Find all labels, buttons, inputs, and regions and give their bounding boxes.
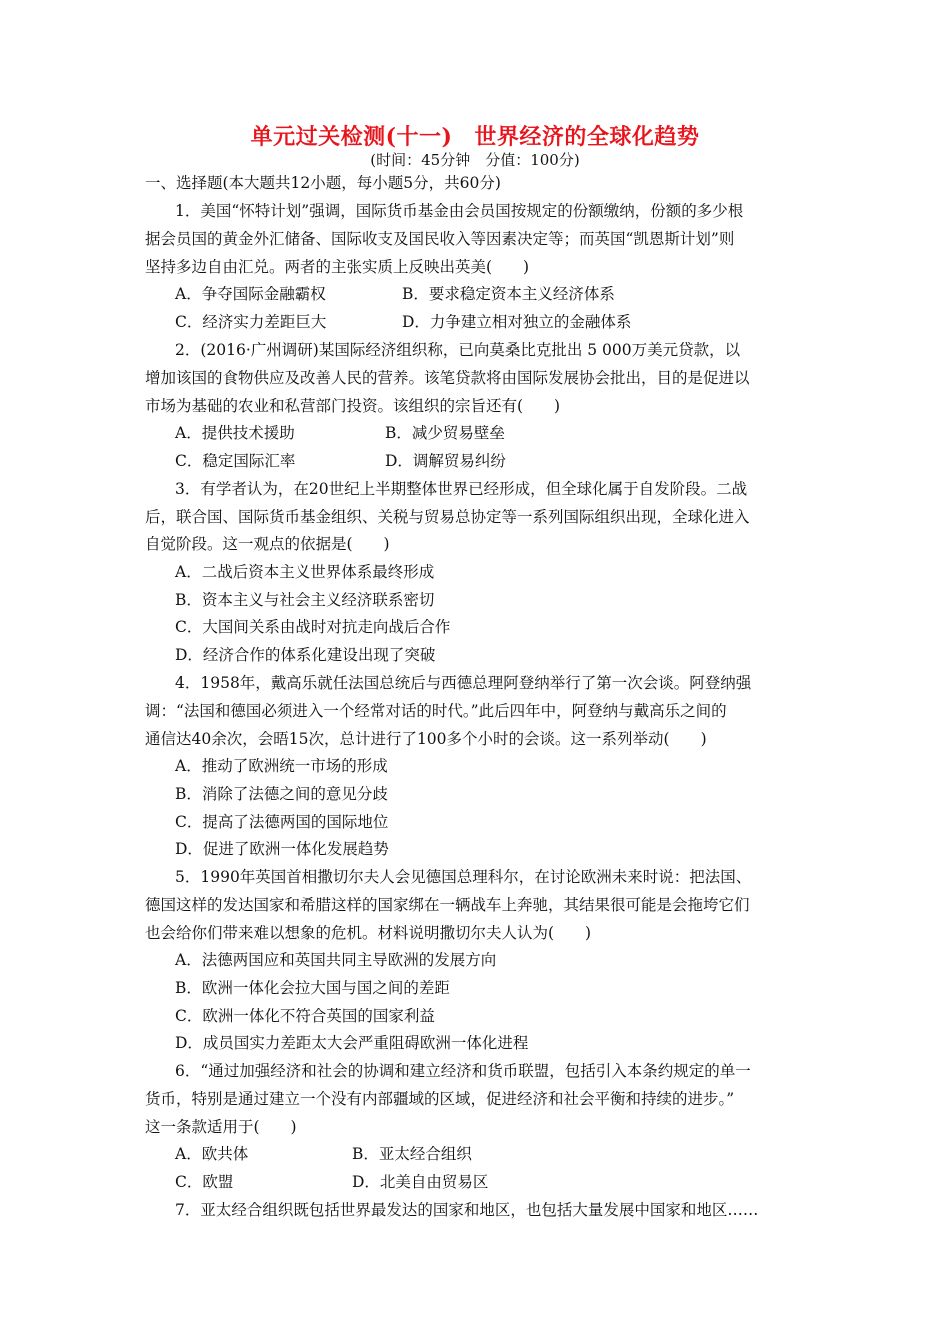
- q3-option-a: A．二战后资本主义世界体系最终形成: [175, 563, 435, 581]
- q4-option-d: D．促进了欧洲一体化发展趋势: [175, 840, 389, 858]
- q2-option-b: B．减少贸易壁垒: [385, 424, 505, 442]
- q6-line-1: 6．“通过加强经济和社会的协调和建立经济和货币联盟，包括引入本条约规定的单一: [175, 1062, 751, 1080]
- q2-line-3: 市场为基础的农业和私营部门投资。该组织的宗旨还有( ): [145, 397, 561, 415]
- q2-line-2: 增加该国的食物供应及改善人民的营养。该笔贷款将由国际发展协会批出，目的是促进以: [145, 369, 750, 387]
- title-unit: 单元过关检测(十一): [250, 124, 453, 150]
- q5-option-d: D．成员国实力差距太大会严重阻碍欧洲一体化进程: [175, 1034, 529, 1052]
- exam-meta: (时间：45分钟 分值：100分): [370, 151, 580, 169]
- q3-line-3: 自觉阶段。这一观点的依据是( ): [145, 535, 390, 553]
- q3-option-c: C．大国间关系由战时对抗走向战后合作: [175, 618, 451, 636]
- q3-line-1: 3．有学者认为，在20世纪上半期整体世界已经形成，但全球化属于自发阶段。二战: [175, 480, 748, 498]
- q6-option-d: D．北美自由贸易区: [352, 1173, 489, 1191]
- q4-option-a: A．推动了欧洲统一市场的形成: [175, 757, 388, 775]
- q1-option-a: A．争夺国际金融霸权: [175, 285, 326, 303]
- q5-option-b: B．欧洲一体化会拉大国与国之间的差距: [175, 979, 450, 997]
- q6-line-2: 货币，特别是通过建立一个没有内部疆域的区域，促进经济和社会平衡和持续的进步。”: [145, 1090, 735, 1108]
- q2-option-d: D．调解贸易纠纷: [385, 452, 506, 470]
- q6-option-a: A．欧共体: [175, 1145, 249, 1163]
- q1-option-b: B．要求稳定资本主义经济体系: [402, 285, 615, 303]
- q5-line-2: 德国这样的发达国家和希腊这样的国家绑在一辆战车上奔驰，其结果很可能是会拖垮它们: [145, 896, 750, 914]
- q7-line-1: 7．亚太经合组织既包括世界最发达的国家和地区，也包括大量发展中国家和地区……: [175, 1201, 759, 1219]
- q4-line-3: 通信达40余次，会晤15次，总计进行了100多个小时的会谈。这一系列举动( ): [145, 730, 707, 748]
- section-heading: 一、选择题(本大题共12小题，每小题5分，共60分): [145, 174, 501, 192]
- page-title: [0, 120, 950, 151]
- q1-option-c: C．经济实力差距巨大: [175, 313, 327, 331]
- q5-line-1: 5．1990年英国首相撒切尔夫人会见德国总理科尔，在讨论欧洲未来时说：把法国、: [175, 868, 752, 886]
- q6-line-3: 这一条款适用于( ): [145, 1118, 297, 1136]
- q3-option-b: B．资本主义与社会主义经济联系密切: [175, 591, 435, 609]
- q4-line-1: 4．1958年，戴高乐就任法国总统后与西德总理阿登纳举行了第一次会谈。阿登纳强: [175, 674, 752, 692]
- q4-line-2: 调：“法国和德国必须进入一个经常对话的时代。”此后四年中，阿登纳与戴高乐之间的: [145, 702, 727, 720]
- q4-option-c: C．提高了法德两国的国际地位: [175, 813, 389, 831]
- q4-option-b: B．消除了法德之间的意见分歧: [175, 785, 388, 803]
- q3-line-2: 后，联合国、国际货币基金组织、关税与贸易总协定等一系列国际组织出现，全球化进入: [145, 508, 750, 526]
- title-topic: 世界经济的全球化趋势: [474, 124, 700, 150]
- q5-line-3: 也会给你们带来难以想象的危机。材料说明撒切尔夫人认为( ): [145, 924, 592, 942]
- q2-line-1: 2．(2016·广州调研)某国际经济组织称，已向莫桑比克批出 5 000万美元贷款，以: [175, 341, 741, 359]
- q1-option-d: D．力争建立相对独立的金融体系: [402, 313, 632, 331]
- q1-line-3: 坚持多边自由汇兑。两者的主张实质上反映出英美( ): [145, 258, 530, 276]
- q5-option-c: C．欧洲一体化不符合英国的国家利益: [175, 1007, 435, 1025]
- q2-option-c: C．稳定国际汇率: [175, 452, 296, 470]
- q1-line-2: 据会员国的黄金外汇储备、国际收支及国民收入等因素决定等；而英国“凯恩斯计划”则: [145, 230, 735, 248]
- q2-option-a: A．提供技术援助: [175, 424, 295, 442]
- q1-line-1: 1．美国“怀特计划”强调，国际货币基金由会员国按规定的份额缴纳，份额的多少根: [175, 202, 744, 220]
- q6-option-c: C．欧盟: [175, 1173, 234, 1191]
- q6-option-b: B．亚太经合组织: [352, 1145, 472, 1163]
- q5-option-a: A．法德两国应和英国共同主导欧洲的发展方向: [175, 951, 497, 969]
- q3-option-d: D．经济合作的体系化建设出现了突破: [175, 646, 436, 664]
